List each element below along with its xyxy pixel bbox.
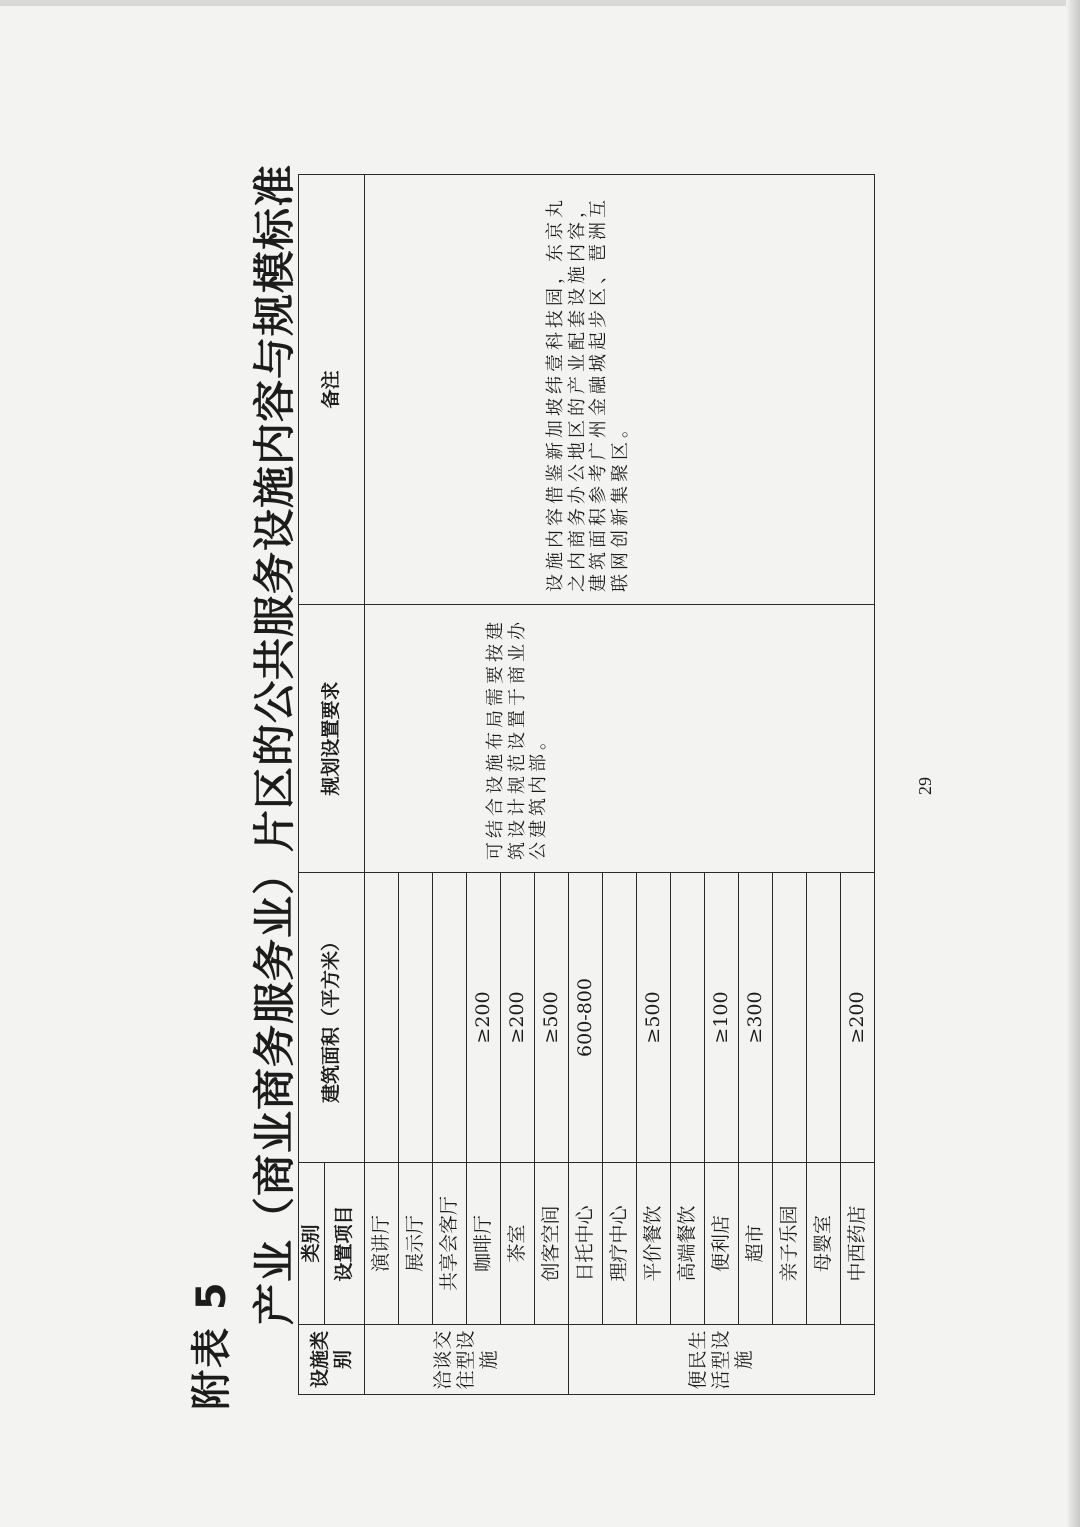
- item-cell: 日托中心: [569, 1163, 603, 1325]
- table-header-row: [299, 175, 325, 1395]
- area-cell: [433, 873, 467, 1163]
- header-category: 类别: [299, 1163, 325, 1325]
- page-number: 29: [915, 777, 935, 795]
- item-cell: 平价餐饮: [637, 1163, 671, 1325]
- item-cell: 咖啡厅: [467, 1163, 501, 1325]
- facility-table: [298, 174, 875, 1395]
- area-cell: ≥200: [501, 873, 535, 1163]
- area-cell: ≥200: [841, 873, 875, 1163]
- header-facility-category: 设施类别: [299, 1325, 365, 1395]
- header-item: 设置项目: [325, 1163, 365, 1325]
- item-cell: 超市: [739, 1163, 773, 1325]
- category-cell: 洽谈交往型设施: [365, 1325, 569, 1395]
- table-row: [365, 175, 399, 1395]
- area-cell: ≥500: [535, 873, 569, 1163]
- area-cell: ≥300: [739, 873, 773, 1163]
- item-cell: 亲子乐园: [773, 1163, 807, 1325]
- item-cell: 母婴室: [807, 1163, 841, 1325]
- item-cell: 茶室: [501, 1163, 535, 1325]
- page-title: 产业（商业商务服务业）片区的公共服务设施内容与规模标准: [250, 163, 299, 1325]
- area-cell: [399, 873, 433, 1163]
- header-remark: 备注: [299, 175, 365, 605]
- requirement-cell: 可结合设施布局需要按建筑设计规范设置于商业办公建筑内部。: [365, 605, 875, 873]
- item-cell: 理疗中心: [603, 1163, 637, 1325]
- item-cell: 创客空间: [535, 1163, 569, 1325]
- area-cell: ≥100: [705, 873, 739, 1163]
- area-cell: ≥200: [467, 873, 501, 1163]
- area-cell: [365, 873, 399, 1163]
- annex-label: 附表 5: [189, 1280, 235, 1410]
- item-cell: 演讲厅: [365, 1163, 399, 1325]
- rotated-page: [170, 150, 950, 1410]
- item-cell: 高端餐饮: [671, 1163, 705, 1325]
- area-cell: 600-800: [569, 873, 603, 1163]
- area-cell: [773, 873, 807, 1163]
- scan-edge-top: [0, 0, 1080, 6]
- area-cell: [603, 873, 637, 1163]
- item-cell: 展示厅: [399, 1163, 433, 1325]
- item-cell: 便利店: [705, 1163, 739, 1325]
- item-cell: 共享会客厅: [433, 1163, 467, 1325]
- area-cell: [671, 873, 705, 1163]
- area-cell: [807, 873, 841, 1163]
- remark-cell: 设施内容借鉴新加坡纬壹科技园，东京丸之内商务办公地区的产业配套设施内容，建筑面积参考广州金融城起步区、琶洲互联网创新集聚区。: [365, 175, 875, 605]
- header-area: 建筑面积（平方米）: [299, 873, 365, 1163]
- area-cell: ≥500: [637, 873, 671, 1163]
- item-cell: 中西药店: [841, 1163, 875, 1325]
- header-requirement: 规划设置要求: [299, 605, 365, 873]
- scan-edge-right: [1066, 0, 1080, 1527]
- category-cell: 便民生活型设施: [569, 1325, 875, 1395]
